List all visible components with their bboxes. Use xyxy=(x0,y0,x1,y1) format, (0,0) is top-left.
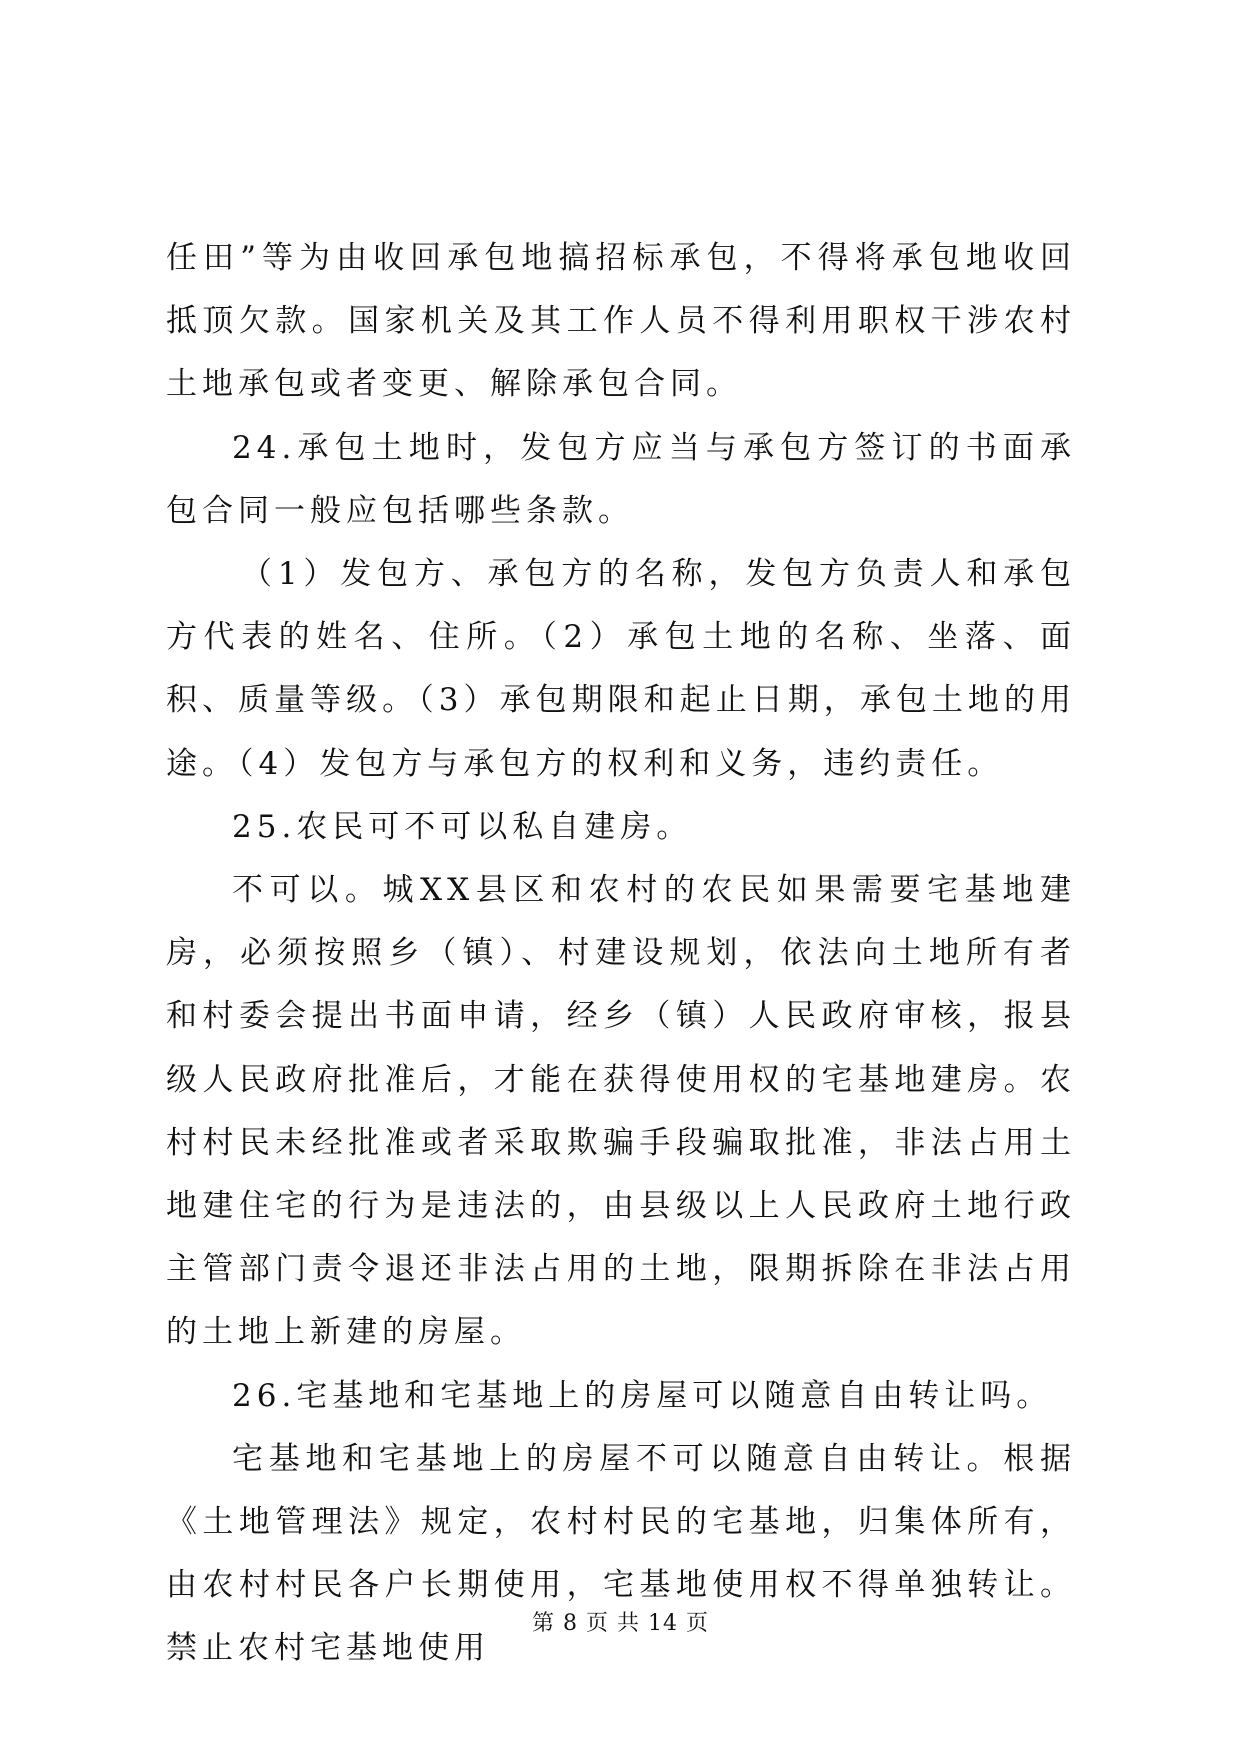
question-26: 26.宅基地和宅基地上的房屋可以随意自由转让吗。 xyxy=(232,1377,1053,1414)
document-body xyxy=(166,227,1076,1681)
question-24: 24.承包土地时，发包方应当与承包方签订的书面承包合同一般应包括哪些条款。 xyxy=(166,429,1076,529)
answer-26: 宅基地和宅基地上的房屋不可以随意自由转让。根据《土地管理法》规定，农村村民的宅基地，归集体所有，由农村村民各户长期使用，宅基地使用权不得单独转让。禁止农村宅基地使用 xyxy=(166,1440,1076,1667)
answer-24: （1）发包方、承包方的名称，发包方负责人和承包方代表的姓名、住所。（2）承包土地的名称、坐落、面积、质量等级。（3）承包期限和起止日期，承包土地的用途。（4）发包方与承包方的权利和义务，违约责任。 xyxy=(166,556,1076,782)
page-footer xyxy=(0,1609,1241,1639)
paragraph-continuation: 任田”等为由收回承包地搞招标承包，不得将承包地收回抵顶欠款。国家机关及其工作人员不得利用职权干涉农村土地承包或者变更、解除承包合同。 xyxy=(166,240,1076,403)
question-25: 25.农民可不可以私自建房。 xyxy=(232,808,693,845)
answer-25: 不可以。城XX县区和农村的农民如果需要宅基地建房，必须按照乡（镇）、村建设规划，依法向土地所有者和村委会提出书面申请，经乡（镇）人民政府审核，报县级人民政府批准后，才能在获得使用权的宅基地建房。农村村民未经批准或者采取欺骗手段骗取批准，非法占用土地建住宅的行为是违法的，由县级以上人民政府土地行政主管部门责令退还非法占用的土地，限期拆除在非法占用的土地上新建的房屋。 xyxy=(166,872,1076,1351)
page-number-label: 第 8 页 共 14 页 xyxy=(532,1611,709,1636)
